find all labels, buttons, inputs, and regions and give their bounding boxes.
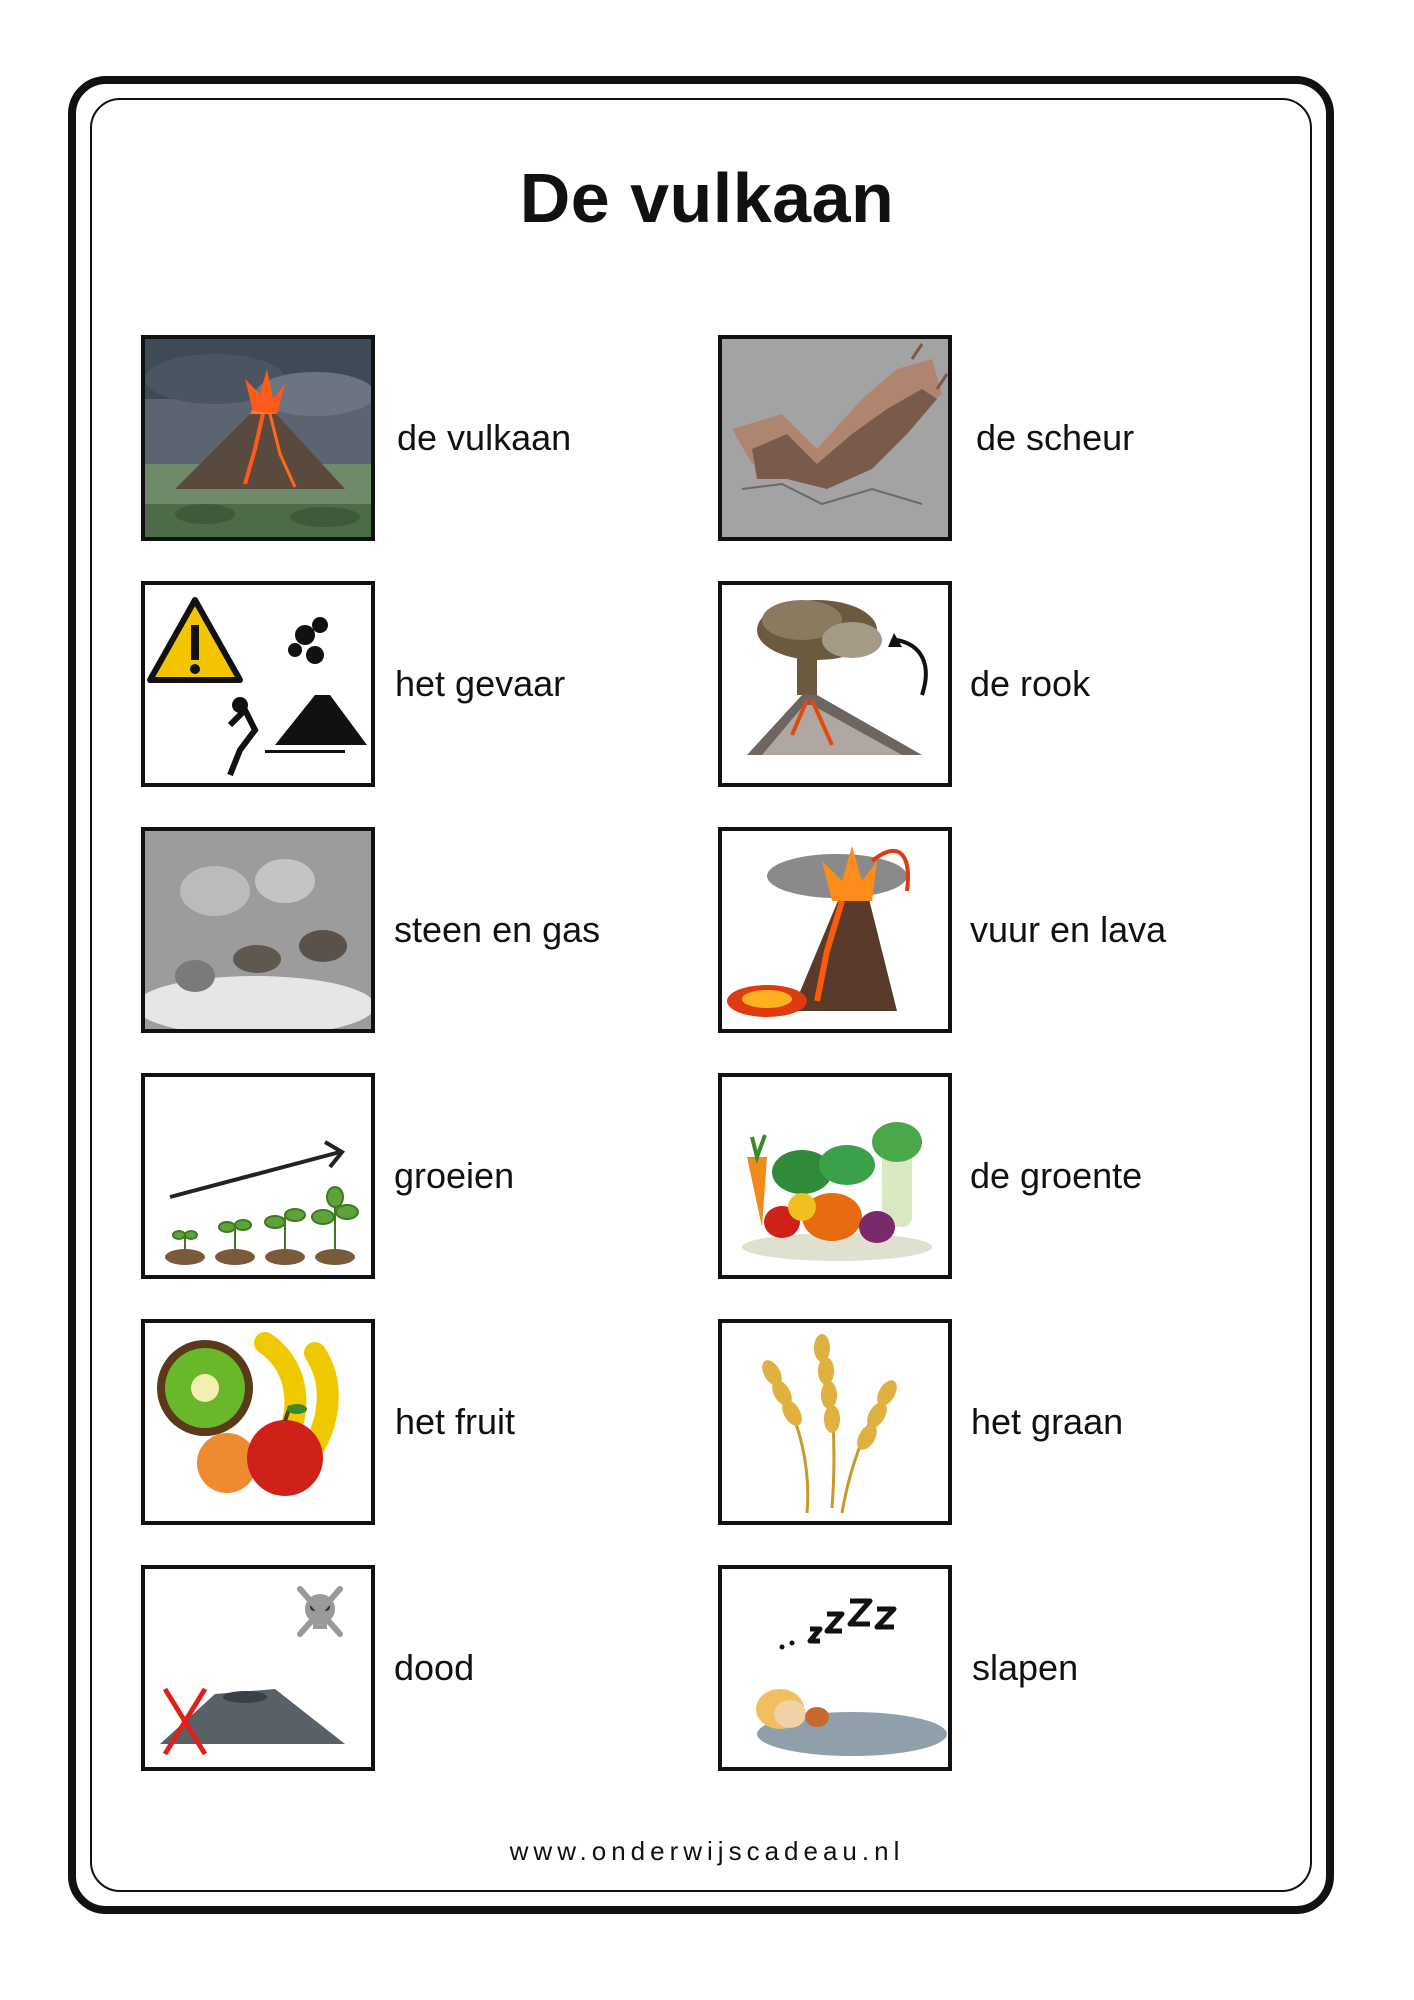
card-label: dood	[394, 1647, 475, 1688]
volcano-smoke-icon	[718, 581, 952, 787]
sleeping-icon	[718, 1565, 952, 1771]
rocks-and-gas-icon	[141, 827, 375, 1033]
growing-plants-icon	[141, 1073, 375, 1279]
dead-volcano-icon	[141, 1565, 375, 1771]
card-label: de vulkaan	[397, 417, 572, 458]
fruit-icon	[141, 1319, 375, 1525]
card-label: slapen	[972, 1647, 1079, 1688]
danger-warning-icon	[141, 581, 375, 787]
vegetables-icon	[718, 1073, 952, 1279]
card-label: vuur en lava	[970, 909, 1167, 950]
page-title: De vulkaan	[519, 159, 895, 237]
card-label: het gevaar	[395, 663, 566, 704]
card-label: de groente	[970, 1155, 1143, 1196]
card-label: de rook	[970, 663, 1091, 704]
volcano-painting-icon	[141, 335, 375, 541]
fire-and-lava-icon	[718, 827, 952, 1033]
grain-icon	[718, 1319, 952, 1525]
card-label: steen en gas	[394, 909, 601, 950]
card-label: groeien	[394, 1155, 515, 1196]
ground-crack-icon	[718, 335, 952, 541]
card-label: de scheur	[976, 417, 1135, 458]
footer-website: www.onderwijscadeau.nl	[509, 1836, 905, 1866]
card-label: het fruit	[395, 1401, 516, 1442]
card-label: het graan	[971, 1401, 1124, 1442]
